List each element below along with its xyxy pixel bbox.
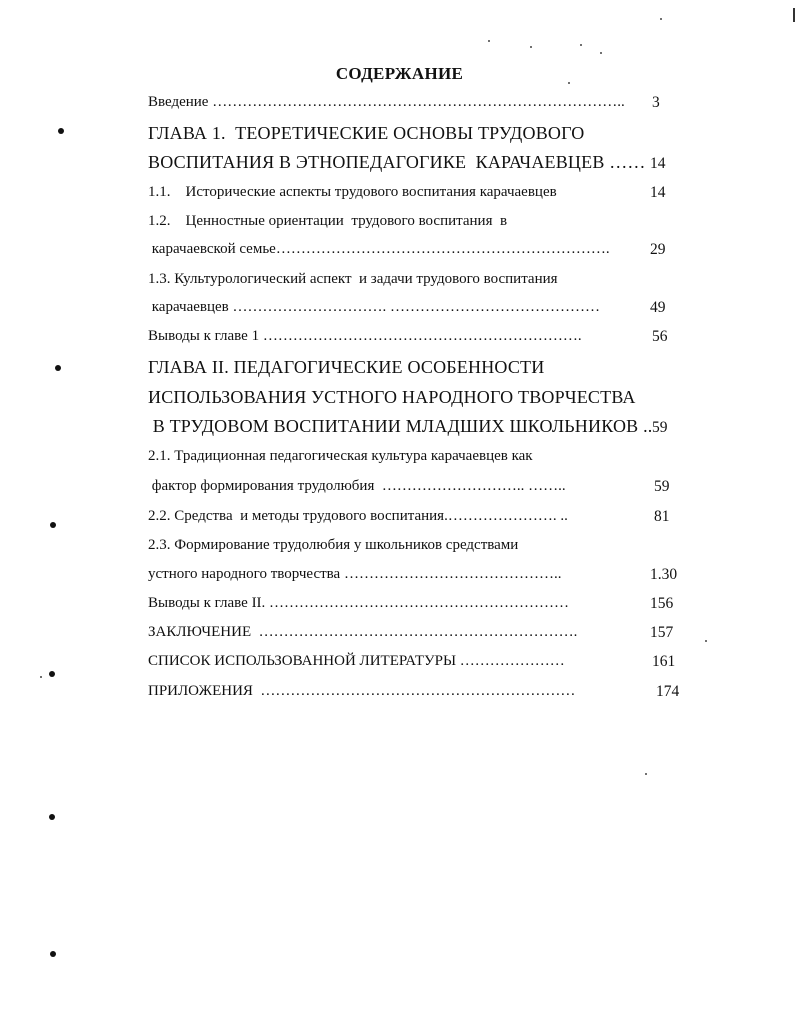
toc-entry-conclusions-2: Выводы к главе II. ……………………………………………………	[148, 595, 570, 611]
toc-entry-1-2: 1.2. Ценностные ориентации трудового воспитания в	[148, 213, 508, 229]
toc-entry-2-1: 2.1. Традиционная педагогическая культура карачаевцев как	[148, 448, 533, 464]
scan-artifact	[793, 8, 795, 22]
page-number: 174	[656, 683, 680, 700]
scan-artifact	[55, 365, 61, 371]
scan-artifact	[530, 46, 532, 48]
page-number: 59	[654, 478, 670, 495]
scan-artifact	[50, 522, 56, 528]
toc-chapter-1-heading-cont: ВОСПИТАНИЯ В ЭТНОПЕДАГОГИКЕ КАРАЧАЕВЦЕВ ……	[148, 152, 646, 172]
page-number: 1.30	[650, 566, 678, 583]
page-number: 56	[652, 328, 668, 345]
scan-artifact	[600, 52, 602, 54]
scan-artifact	[660, 18, 662, 20]
toc-entry-2-3: 2.3. Формирование трудолюбия у школьников средствами	[148, 537, 519, 553]
toc-entry-1-1: 1.1. Исторические аспекты трудового воспитания карачаевцев	[148, 184, 557, 200]
scan-artifact	[568, 82, 570, 84]
scan-artifact	[705, 640, 707, 642]
toc-entry-2-2: 2.2. Средства и методы трудового воспитания.…………………. ..	[148, 508, 568, 524]
scan-artifact	[40, 676, 42, 678]
page-number: 14	[650, 184, 666, 201]
page-number: 156	[650, 595, 674, 612]
scan-artifact	[580, 44, 582, 46]
page-number: 157	[650, 624, 674, 641]
toc-entry-2-3-cont: устного народного творчества ……………………………………..	[148, 566, 562, 582]
toc-entry-2-1-cont: фактор формирования трудолюбия ……………………….. ……..	[148, 478, 566, 494]
page-number: 14	[650, 155, 666, 172]
toc-entry-intro: Введение ………………………………………………………………………..	[148, 94, 625, 110]
page-number: 59	[652, 419, 668, 436]
toc-entry-bibliography: СПИСОК ИСПОЛЬЗОВАННОЙ ЛИТЕРАТУРЫ …………………	[148, 653, 565, 669]
toc-entry-1-3-cont: карачаевцев …………………………. ……………………………………	[148, 299, 600, 315]
scan-artifact	[488, 40, 490, 42]
toc-entry-conclusion: ЗАКЛЮЧЕНИЕ ……………………………………………………….	[148, 624, 578, 640]
toc-title: СОДЕРЖАНИЕ	[335, 64, 464, 83]
page-number: 81	[654, 508, 670, 525]
toc-entry-conclusions-1: Выводы к главе 1 ……………………………………………………….	[148, 328, 582, 344]
toc-entry-1-2-cont: карачаевской семье………………………………………………………….	[148, 241, 610, 257]
page-number: 29	[650, 241, 666, 258]
page-number: 161	[652, 653, 676, 670]
scan-artifact	[49, 671, 55, 677]
page-number: 3	[652, 94, 660, 111]
toc-chapter-2-heading-cont: ИСПОЛЬЗОВАНИЯ УСТНОГО НАРОДНОГО ТВОРЧЕСТВА	[148, 387, 636, 407]
scan-artifact	[58, 128, 64, 134]
toc-entry-1-3: 1.3. Культурологический аспект и задачи трудового воспитания	[148, 271, 558, 287]
page-number: 49	[650, 299, 666, 316]
toc-chapter-2-heading: ГЛАВА II. ПЕДАГОГИЧЕСКИЕ ОСОБЕННОСТИ	[148, 357, 545, 377]
toc-chapter-2-heading-cont-2: В ТРУДОВОМ ВОСПИТАНИИ МЛАДШИХ ШКОЛЬНИКОВ ..	[148, 416, 653, 436]
scan-artifact	[49, 814, 55, 820]
toc-entry-appendices: ПРИЛОЖЕНИЯ ………………………………………………………	[148, 683, 576, 699]
scan-artifact	[645, 773, 647, 775]
scan-artifact	[50, 951, 56, 957]
toc-chapter-1-heading: ГЛАВА 1. ТЕОРЕТИЧЕСКИЕ ОСНОВЫ ТРУДОВОГО	[148, 123, 585, 143]
